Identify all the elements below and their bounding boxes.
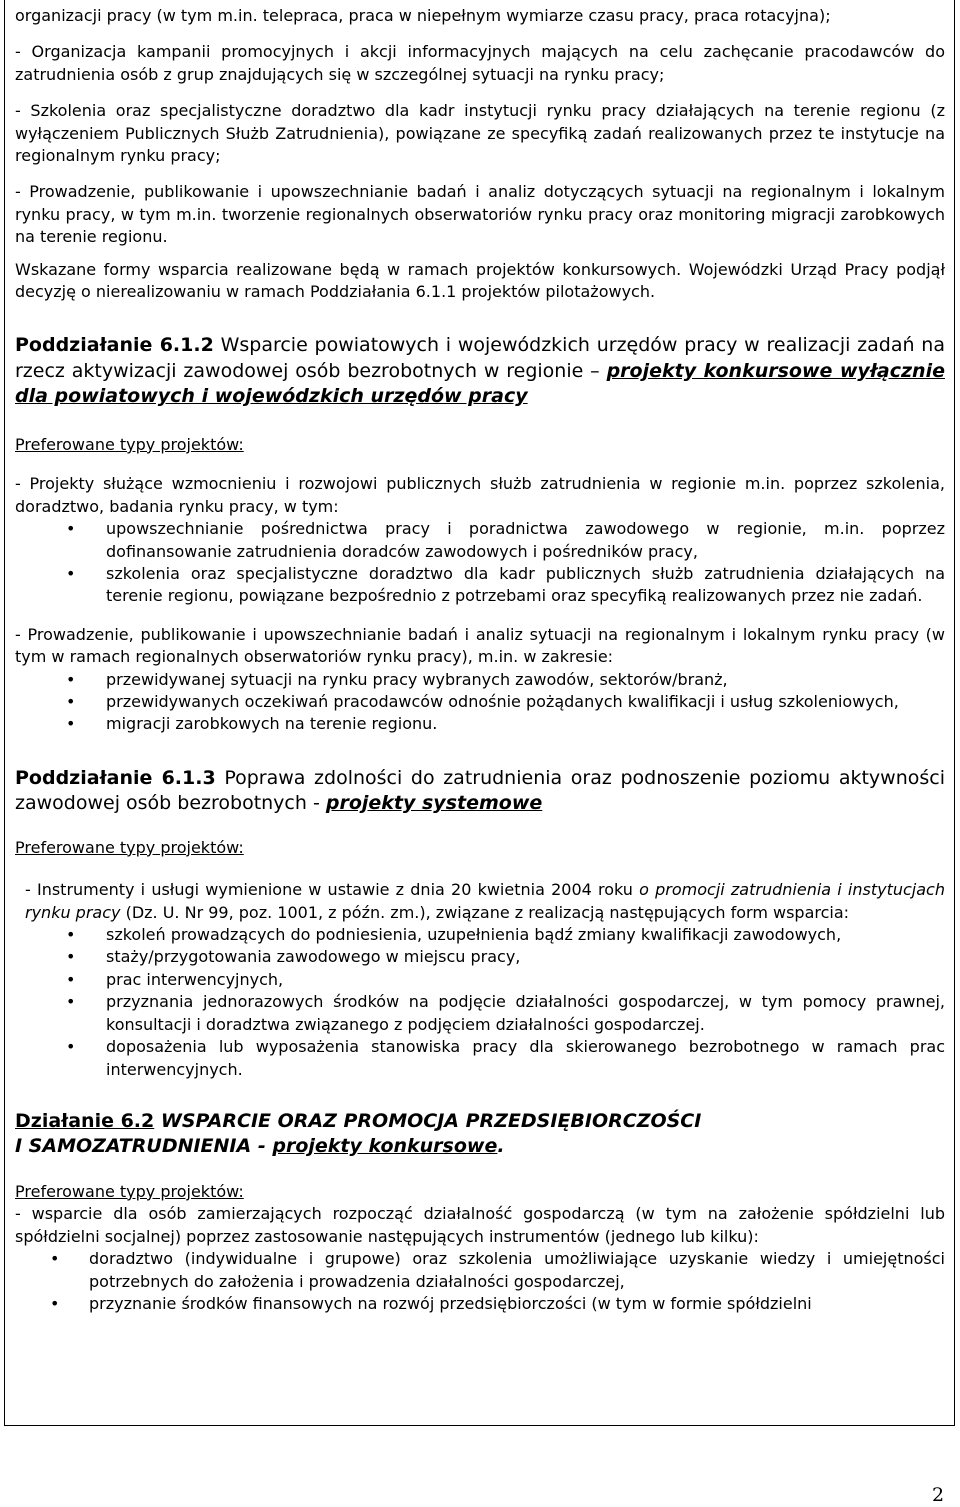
- list-item: • przyznanie środków finansowych na rozwój przedsiębiorczości (w tym w formie spółdzielni: [15, 1293, 945, 1315]
- list-item: • upowszechnianie pośrednictwa pracy i poradnictwa zawodowego w regionie, m.in. poprzez dofinansowanie zatrudnienia doradców zawodowych i pośredników pracy,: [15, 518, 945, 563]
- section-6-1-2-label: Poddziałanie 6.1.2: [15, 334, 214, 357]
- list-item: • prac interwencyjnych,: [15, 969, 945, 991]
- section-6-2-heading: [15, 1109, 945, 1159]
- section-6-1-3-act-title: o promocji zatrudnienia i instytucjach rynku pracy: [25, 880, 945, 922]
- list-item: • przewidywanej sytuacji na rynku pracy wybranych zawodów, sektorów/branż,: [15, 669, 945, 691]
- document-body: [15, 5, 945, 1315]
- list-item: • migracji zarobkowych na terenie regionu.: [15, 713, 945, 735]
- list-item: • szkolenia oraz specjalistyczne doradztwo dla kadr publicznych służb zatrudnienia działających na terenie regionu, powiązane bezpośrednio z potrzebami oraz specyfiką realizowanych przez nie zadań.: [15, 563, 945, 608]
- section-6-1-2-intro-1: - Projekty służące wzmocnieniu i rozwojowi publicznych służb zatrudnienia w regionie m.in. poprzez szkolenia, doradztwo, badania rynku pracy, w tym:: [15, 474, 945, 516]
- section-6-2-title-end: .: [497, 1134, 505, 1157]
- paragraph-1: organizacji pracy (w tym m.in. telepraca, praca w niepełnym wymiarze czasu pracy, praca rotacyjna);: [15, 6, 831, 25]
- page-number: 2: [932, 1484, 945, 1506]
- section-6-1-2-intro-2: - Prowadzenie, publikowanie i upowszechnianie badań i analiz sytuacji na regionalnym i lokalnym rynku pracy (w tym w ramach regionalnych obserwatoriów rynku pracy), m.in. w zakresie:: [15, 624, 945, 667]
- paragraph-5: Wskazane formy wsparcia realizowane będą w ramach projektów konkursowych. Wojewódzki Urząd Pracy podjął decyzję o nierealizowaniu w ramach Poddziałania 6.1.1 projektów pilotażowych.: [15, 259, 945, 302]
- list-item: • przyznania jednorazowych środków na podjęcie działalności gospodarczej, w tym pomocy prawnej, konsultacji i doradztwa związanego z podjęciem działalności gospodarczej.: [15, 991, 945, 1036]
- section-6-1-2-heading: [15, 333, 945, 410]
- section-6-1-3-emphasis: projekty systemowe: [325, 792, 543, 815]
- list-item: • doradztwo (indywidualne i grupowe) oraz szkolenia umożliwiające uzyskanie wiedzy i umiejętności potrzebnych do założenia i prowadzenia działalności gospodarczej,: [15, 1248, 945, 1293]
- section-6-2-label: Działanie 6.2: [15, 1109, 155, 1132]
- section-6-2-list: [15, 1248, 945, 1315]
- section-6-2-emphasis: projekty konkursowe: [272, 1134, 498, 1157]
- section-6-2-preferred: Preferowane typy projektów:: [15, 1181, 244, 1201]
- list-item: • szkoleń prowadzących do podniesienia, uzupełnienia bądź zmiany kwalifikacji zawodowych,: [15, 924, 945, 946]
- section-6-1-2-list-2: [15, 669, 945, 736]
- section-6-1-3-label: Poddziałanie 6.1.3: [15, 766, 216, 789]
- section-6-2-title-line-2: I SAMOZATRUDNIENIA -: [15, 1134, 266, 1157]
- list-item: • doposażenia lub wyposażenia stanowiska pracy dla skierowanego bezrobotnego w ramach prac interwencyjnych.: [15, 1036, 945, 1081]
- paragraph-4: - Prowadzenie, publikowanie i upowszechnianie badań i analiz dotyczących sytuacji na regionalnym i lokalnym rynku pracy, w tym m.in. tworzenie regionalnych obserwatoriów rynku pracy oraz monitoring migracji zarobkowych na terenie regionu.: [15, 182, 945, 247]
- section-6-1-3-intro: [15, 879, 945, 924]
- section-6-1-3-intro-end: (Dz. U. Nr 99, poz. 1001, z późn. zm.), związane z realizacją następujących form wsparcia:: [125, 902, 850, 922]
- section-6-1-2-preferred: Preferowane typy projektów:: [15, 434, 244, 454]
- list-item: • staży/przygotowania zawodowego w miejscu pracy,: [15, 946, 945, 968]
- section-6-2-intro: - wsparcie dla osób zamierzających rozpocząć działalność gospodarczą (w tym na założenie spółdzielni lub spółdzielni socjalnej) poprzez zastosowanie następujących instrumentów (jednego lub kilku):: [15, 1204, 945, 1246]
- paragraph-3: - Szkolenia oraz specjalistyczne doradztwo dla kadr instytucji rynku pracy działających na terenie regionu (z wyłączeniem Publicznych Służb Zatrudnienia), powiązane ze specyfiką zadań realizowanych przez te instytucje na regionalnym rynku pracy;: [15, 101, 945, 166]
- section-6-1-3-list: [15, 924, 945, 1081]
- section-6-2-title-line-1: WSPARCIE ORAZ PROMOCJA PRZEDSIĘBIORCZOŚCI: [160, 1109, 702, 1132]
- section-6-1-3-intro-start: - Instrumenty i usługi wymienione w ustawie z dnia 20 kwietnia 2004 roku: [25, 880, 633, 900]
- list-item: • przewidywanych oczekiwań pracodawców odnośnie pożądanych kwalifikacji i usług szkoleniowych,: [15, 691, 945, 713]
- section-6-1-3-title: Poprawa zdolności do zatrudnienia oraz podnoszenie poziomu aktywności zawodowej osób bezrobotnych -: [15, 766, 945, 815]
- section-6-1-3-heading: [15, 766, 945, 817]
- section-6-1-2-list-1: [15, 518, 945, 608]
- section-6-1-2-emphasis: projekty konkursowe wyłącznie dla powiatowych i wojewódzkich urzędów pracy: [15, 359, 945, 408]
- paragraph-2: - Organizacja kampanii promocyjnych i akcji informacyjnych mających na celu zachęcanie pracodawców do zatrudnienia osób z grup znajdujących się w szczególnej sytuacji na rynku pracy;: [15, 42, 945, 84]
- section-6-1-2-title: Wsparcie powiatowych i wojewódzkich urzędów pracy w realizacji zadań na rzecz aktywizacji zawodowej osób bezrobotnych w regionie –: [15, 334, 945, 382]
- section-6-1-3-preferred: Preferowane typy projektów:: [15, 837, 244, 857]
